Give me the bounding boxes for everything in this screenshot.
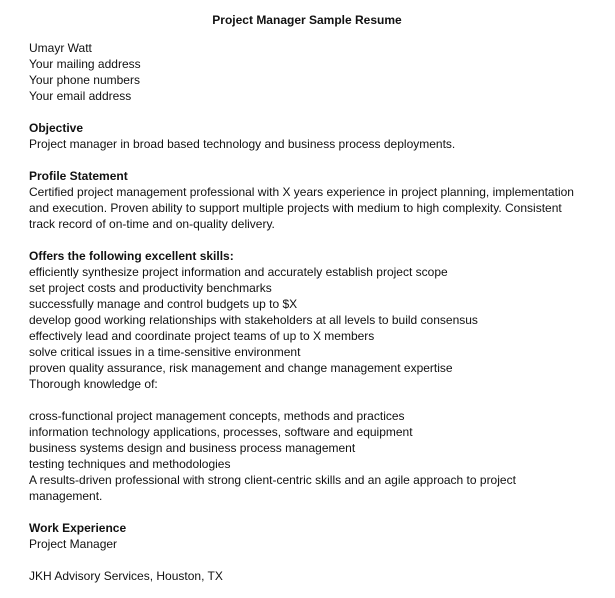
spacer	[29, 552, 589, 568]
skill-item: proven quality assurance, risk management and change management expertise	[29, 361, 453, 375]
experience-role: Project Manager	[29, 537, 118, 551]
resume-document	[29, 12, 589, 584]
contact-email-address: Your email address	[29, 89, 132, 103]
contact-mailing-address: Your mailing address	[29, 57, 141, 71]
knowledge-item: business systems design and business process management	[29, 441, 356, 455]
spacer	[29, 152, 589, 168]
knowledge-item: cross-functional project management concepts, methods and practices	[29, 409, 405, 423]
skill-item: successfully manage and control budgets up to $X	[29, 297, 298, 311]
skills-heading: Offers the following excellent skills:	[29, 249, 234, 263]
profile-section	[29, 168, 589, 232]
spacer	[29, 504, 589, 520]
objective-text: Project manager in broad based technology and business process deployments.	[29, 137, 456, 151]
skill-item: solve critical issues in a time-sensitive environment	[29, 345, 301, 359]
profile-text: Certified project management professional with X years experience in project planning, implementation and execution. Proven ability to support multiple projects with medium to high complexity. Consistent track record of on-time and on-quality delivery.	[29, 185, 574, 231]
skills-summary: A results-driven professional with strong client-centric skills and an agile approach to project management.	[29, 473, 516, 503]
knowledge-item: testing techniques and methodologies	[29, 457, 231, 471]
experience-company: JKH Advisory Services, Houston, TX	[29, 569, 223, 583]
profile-heading: Profile Statement	[29, 169, 128, 183]
spacer	[29, 104, 589, 120]
spacer	[29, 392, 589, 408]
skill-item: set project costs and productivity benchmarks	[29, 281, 272, 295]
experience-heading: Work Experience	[29, 521, 127, 535]
skill-item: efficiently synthesize project information and accurately establish project scope	[29, 265, 448, 279]
objective-section	[29, 120, 589, 152]
knowledge-intro: Thorough knowledge of:	[29, 377, 158, 391]
contact-block	[29, 40, 589, 104]
skill-item: develop good working relationships with stakeholders at all levels to build consensus	[29, 313, 478, 327]
objective-heading: Objective	[29, 121, 84, 135]
knowledge-item: information technology applications, processes, software and equipment	[29, 425, 413, 439]
experience-section	[29, 520, 589, 584]
document-title: Project Manager Sample Resume	[212, 13, 402, 27]
contact-phone-numbers: Your phone numbers	[29, 73, 140, 87]
skills-section	[29, 248, 589, 504]
spacer	[29, 232, 589, 248]
contact-name: Umayr Watt	[29, 41, 92, 55]
skill-item: effectively lead and coordinate project teams of up to X members	[29, 329, 375, 343]
